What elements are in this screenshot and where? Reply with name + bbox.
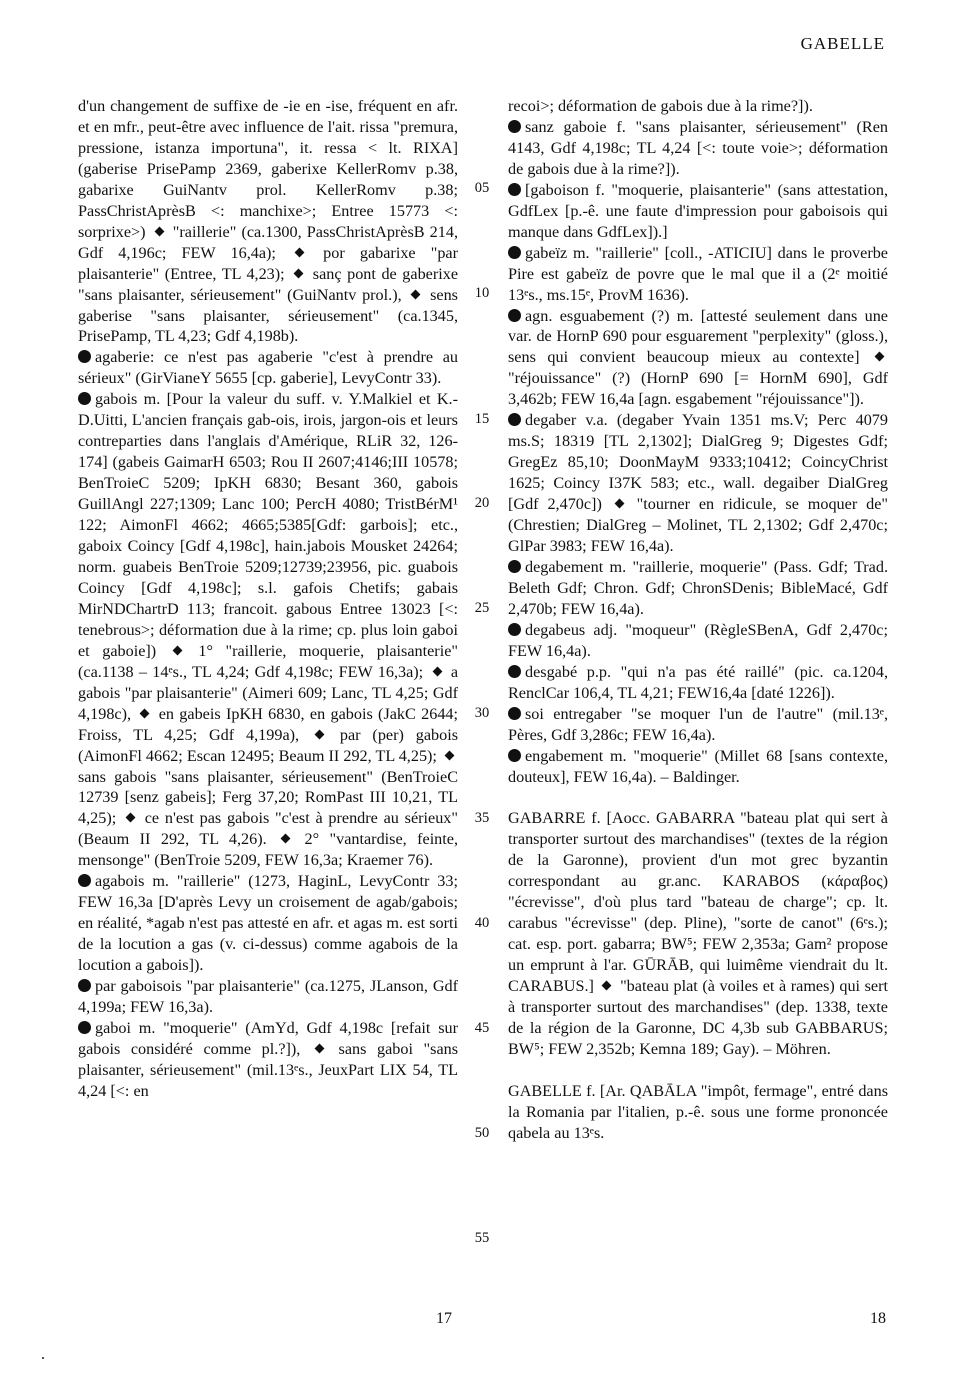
bullet-dot-icon: [508, 246, 521, 259]
entry-text: agaberie: ce n'est pas agaberie "c'est à prendre au sérieux" (GirVianeY 5655 [cp. gaberie], LevyContr 33).: [78, 348, 458, 388]
entry-text: sans gaboi "sans plaisanter, sérieusement" (mil.13ᵉs., JeuxPart LIX 54, TL 4,24 [<: en: [78, 1039, 459, 1100]
entry-text: en gabeis IpKH 6830, en gabois (JakC 2644; Froiss, TL 4,25; Gdf 4,199a),: [78, 704, 459, 744]
entry-text: GABARRE f. [Aocc. GABARRA "bateau plat qui sert à transporter surtout des marchandises" (textes de la région de la Garonne), provient d'un mot grec byzantin correspondant au gr.anc. KARABOS (κάραβος) "écrevisse", d'où plus tard "bateau de charge"; cp. lt. carabus "écrevisse" (dep. Pline), "sorte de canot" (6ᵉs.); cat. esp. port. gabarra; BW⁵; FEW 2,353a; Gam² propose un emprunt à l'ar. GŪRĀB, qui luimême viendrait du lt. CARABUS.]: [508, 809, 888, 996]
line-number: 05: [474, 180, 490, 196]
bullet-dot-icon: [508, 183, 521, 196]
entry-text: 1° "raillerie, moquerie, plaisanterie" (ca.1138 – 14ᵉs., TL 4,24; Gdf 4,198c; FEW 16,3a);: [78, 641, 458, 681]
entry-text: gaboi m. "moquerie" (AmYd, Gdf 4,198c [refait sur gabois considéré comme pl.?]),: [78, 1018, 458, 1058]
bullet-dot-icon: [508, 413, 521, 426]
line-number: 35: [474, 810, 490, 826]
diamond-icon: [314, 1043, 324, 1053]
entry-paragraph: [508, 704, 888, 746]
diamond-icon: [281, 834, 291, 844]
line-number: 45: [474, 1020, 490, 1036]
entry-paragraph: [78, 389, 458, 871]
bullet-dot-icon: [508, 560, 521, 573]
entry-text: gabois m. [Pour la valeur du suff. v. Y.Malkiel et K.-D.Uitti, L'ancien français gab-ois, irois, jargon-ois et leurs contreparties dans l'anglais d'Amérique, RLiR 32, 126-174] (gabeis GaimarH 6503; Rou II 2607;4146;III 10578; BenTroieC 5209; IpKH 6830; Besant 360, gabois GuillAngl 227;1309; Lanc 100; PercH 4080; TristBérM¹ 122; AimonFl 4662; 4665;5385[Gdf: garbois]; etc., gaboix Coincy [Gdf 4,198c], hain.jabois Mousket 24264; norm. guabeis BenTroie 5209;12739;23956, pic. guabois Coincy [Gdf 4,198c]; s.l. gafois Chetifs; gabais MirNDChartrD 113; francoit. gabous Entree 13023 [<: tenebrous>; déformation due à la rime; cp. plus loin gaboi et gaboie]): [78, 390, 458, 660]
line-number: 20: [474, 495, 490, 511]
bullet-dot-icon: [78, 1021, 91, 1034]
diamond-icon: [294, 268, 304, 278]
entry-paragraph: [508, 410, 888, 557]
running-head: GABELLE: [800, 34, 885, 53]
diamond-icon: [172, 645, 182, 655]
entry-text: par gaboisois "par plaisanterie" (ca.1275, JLanson, Gdf 4,199a; FEW 16,3a).: [78, 977, 458, 1016]
bullet-dot-icon: [78, 350, 91, 363]
line-number: 55: [474, 1230, 490, 1246]
bullet-dot-icon: [508, 120, 521, 133]
bullet-dot-icon: [508, 707, 521, 720]
entry-text: sens gaberise "sans plaisanter, sérieusement" (ca.1345, PrisePamp, TL 4,23; Gdf 4,198b).: [78, 285, 458, 346]
entry-paragraph: [78, 1018, 458, 1102]
entry-text: sanz gaboie f. "sans plaisanter, sérieusement" (Ren 4143, Gdf 4,198c; TL 4,24 [<: toute voie>; déformation de gabois due à la rime?]).: [508, 117, 888, 178]
entry-paragraph: [78, 871, 458, 976]
entry-paragraph-gabelle: [508, 1081, 888, 1144]
line-number: 50: [474, 1125, 490, 1141]
entry-paragraph: [508, 662, 888, 704]
entry-paragraph: [78, 347, 458, 389]
page-number-right: 18: [870, 1310, 886, 1327]
bullet-dot-icon: [508, 623, 521, 636]
entry-paragraph: [508, 306, 888, 411]
diamond-icon: [875, 352, 885, 362]
line-number: 15: [474, 411, 490, 427]
entry-text: sans gabois "sans plaisanter, sérieusement" (BenTroieC 12739 [senz gabeis]; Ferg 37,20; RomPast III 10,21, TL 4,25);: [78, 767, 458, 828]
entry-text: desgabé p.p. "qui n'a pas été raillé" (pic. ca.1204, RenclCar 106,4, TL 4,21; FEW16,4a [daté 1226]).: [508, 662, 888, 702]
entry-text: "tourner en ridicule, se moquer de" (Chrestien; DialGreg – Molinet, TL 2,1302; Gdf 2,470c; GlPar 3983; FEW 16,4a).: [508, 495, 889, 556]
scan-speck: [42, 1357, 44, 1359]
entry-text: ce n'est pas gabois "c'est à prendre au sérieux" (Beaum II 292, TL 4,26).: [78, 809, 458, 849]
entry-text: 2° "vantardise, feinte, mensonge" (BenTroie 5209, FEW 16,3a; Kraemer 76).: [78, 830, 459, 870]
entry-text: degabement m. "raillerie, moquerie" (Pass. Gdf; Trad. Beleth Gdf; Chron. Gdf; ChronSDenis; BibleMacé, Gdf 2,470b; FEW 16,4a).: [508, 557, 888, 618]
entry-paragraph: [78, 96, 458, 347]
entry-text: GABELLE f. [Ar. QABĀLA "impôt, fermage", entré dans la Romania par l'italien, p.-ê. sous une forme prononcée qabela au 13ᵉs.: [508, 1081, 888, 1142]
entry-text: [gaboison f. "moquerie, plaisanterie" (sans attestation, GdfLex [p.-ê. une faute d'impression pour gaboisois qui manque dans GdfLex]).]: [508, 180, 888, 241]
entry-paragraph: [508, 620, 888, 662]
entry-text: agabois m. "raillerie" (1273, HaginL, LevyContr 33; FEW 16,3a [D'après Levy un croisement de agab/gabois; en réalité, *agab n'est pas attesté en afr. et agas m. est sorti de la locution a gas (v. ci-dessus) comme agabois de la locution a gabois]).: [78, 872, 458, 975]
page-number-left: 17: [436, 1310, 452, 1327]
entry-text: recoi>; déformation de gabois due à la rime?]).: [508, 97, 813, 115]
diamond-icon: [445, 750, 455, 760]
bullet-dot-icon: [78, 979, 91, 992]
line-number: 40: [474, 915, 490, 931]
bullet-dot-icon: [78, 392, 91, 405]
diamond-icon: [432, 666, 442, 676]
diamond-icon: [154, 226, 164, 236]
diamond-icon: [295, 247, 305, 257]
left-column: [78, 96, 458, 1102]
entry-text: sanç pont de gaberixe "sans plaisanter, sérieusement" (GuiNantv prol.),: [78, 264, 459, 304]
entry-paragraph-gabarre: [508, 808, 888, 1059]
entry-paragraph: [508, 96, 888, 117]
entry-text: "raillerie" (ca.1300, PassChristAprèsB 214, Gdf 4,196c; FEW 16,4a);: [78, 222, 459, 262]
entry-paragraph: [508, 180, 888, 243]
entry-text: a gabois "par plaisanterie" (Aimeri 609; Lanc, TL 4,25; Gdf 4,198c),: [78, 662, 459, 723]
entry-paragraph: [78, 976, 458, 1018]
line-number: 30: [474, 705, 490, 721]
entry-text: gabeïz m. "raillerie" [coll., -ATICIU] dans le proverbe Pire est gabeïz de povre que le mal que il a (2ᵉ moitié 13ᵉs., ms.15ᵉ, ProvM 1636).: [508, 243, 888, 304]
entry-text: "bateau plat (à voiles et à rames) qui sert à transporter surtout des marchandises" (dep. 1338, texte de la région de la Garonne, DC 4,3b sub GABBARUS; BW⁵; FEW 2,352b; Kemna 189; Gay). – Möhren.: [508, 977, 889, 1058]
entry-text: d'un changement de suffixe de -ie en -ise, fréquent en afr. et en mfr., peut-être avec influence de l'ait. rissa "premura, pressione, istanza importuna", it. ressa < lt. RIXA] (gaberise PrisePamp 2369, gaberixe KellerRomv p.38, gabarixe GuiNantv prol. KellerRomv p.38; PassChristAprèsB <: manchixe>; Entree 15773 <: sorprixe>): [78, 97, 458, 241]
bullet-dot-icon: [78, 874, 91, 887]
entry-text: engabement m. "moquerie" (Millet 68 [sans contexte, douteux], FEW 16,4a). – Baldinger.: [508, 746, 888, 786]
entry-text: "réjouissance" (?) (HornP 690 [= HornM 690], Gdf 3,462b; FEW 16,4a [agn. esgabement "réjouissance"]).: [508, 369, 888, 409]
diamond-icon: [140, 708, 150, 718]
entry-paragraph: [508, 557, 888, 620]
entry-text: soi entregaber "se moquer l'un de l'autre" (mil.13ᵉ, Pères, Gdf 3,286c; FEW 16,4a).: [508, 704, 888, 744]
entry-text: degabeus adj. "moqueur" (RègleSBenA, Gdf 2,470c; FEW 16,4a).: [508, 620, 888, 660]
entry-text: degaber v.a. (degaber Yvain 1351 ms.V; Perc 4079 ms.S; 18319 [TL 2,1302]; DialGreg 9; Digestes Gdf; GregEz 85,10; DoonMayM 9333;10412; CoincyChrist 1625; Coincy I37K 583; etc., wall. degaiber DialGreg [Gdf 2,470c]): [508, 411, 888, 514]
line-number: 10: [474, 285, 490, 301]
bullet-dot-icon: [508, 665, 521, 678]
entry-text: agn. esguabement (?) m. [attesté seulement dans une var. de HornP 690 pour esguarement "perplexity" (gloss.), sens qui convient beaucoup mieux au contexte]: [508, 306, 888, 367]
entry-paragraph: [508, 746, 888, 788]
entry-paragraph: [508, 243, 888, 306]
entry-text: par (per) gabois (AimonFl 4662; Escan 12495; Beaum II 292, TL 4,25);: [78, 725, 459, 765]
entry-text: por gabarixe "par plaisanterie" (Entree, TL 4,23);: [78, 243, 458, 283]
diamond-icon: [614, 499, 624, 509]
diamond-icon: [411, 289, 421, 299]
bullet-dot-icon: [508, 309, 521, 322]
diamond-icon: [315, 729, 325, 739]
entry-paragraph: [508, 117, 888, 180]
line-number: 25: [474, 600, 490, 616]
bullet-dot-icon: [508, 749, 521, 762]
right-column: [508, 96, 888, 1144]
diamond-icon: [602, 981, 612, 991]
diamond-icon: [126, 813, 136, 823]
